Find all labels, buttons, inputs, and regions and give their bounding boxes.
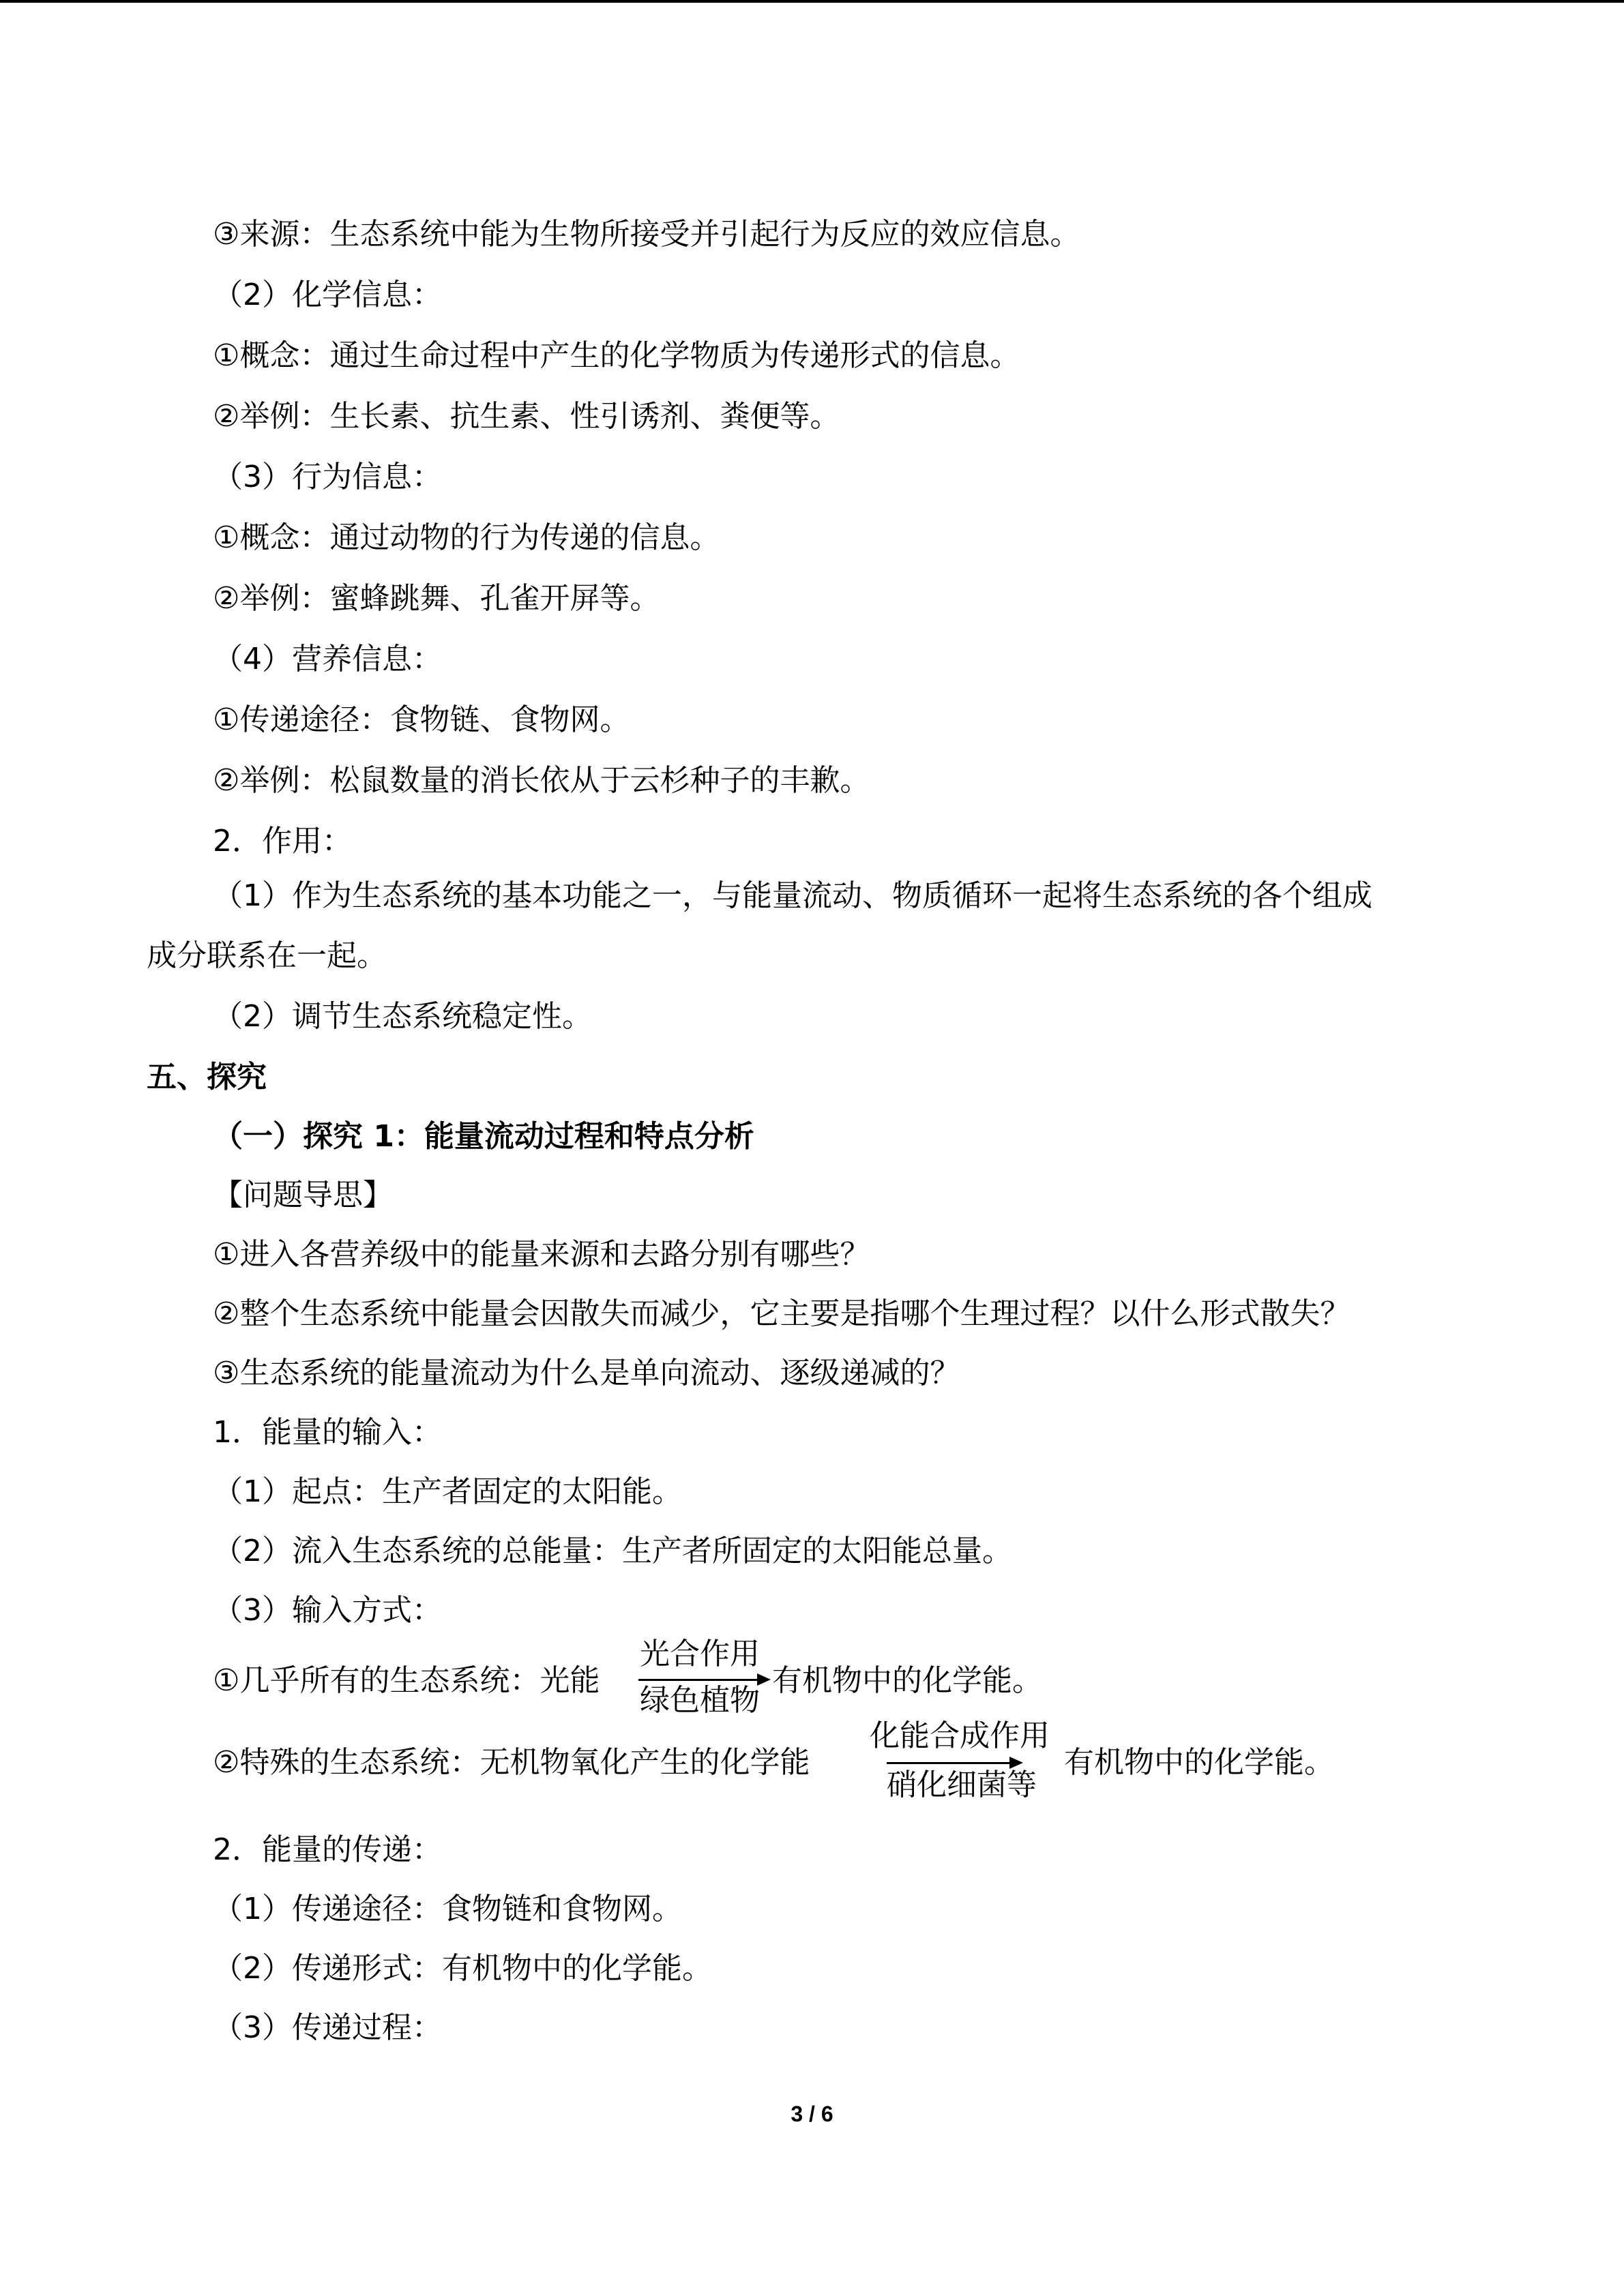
text-line: （1）起点：生产者固定的太阳能。 bbox=[213, 1474, 682, 1509]
text-line: （3）行为信息： bbox=[213, 460, 442, 494]
text-line: ①概念：通过生命过程中产生的化学物质为传递形式的信息。 bbox=[213, 338, 1020, 373]
section-heading-bold: 五、探究 bbox=[147, 1060, 267, 1094]
text-line: ①概念：通过动物的行为传递的信息。 bbox=[213, 520, 720, 555]
arrow-shaft bbox=[638, 1679, 761, 1681]
formula-prefix: ②特殊的生态系统：无机物氧化产生的化学能 bbox=[213, 1745, 810, 1780]
text-line: （2）调节生态系统稳定性。 bbox=[213, 999, 592, 1034]
text-line: （2）化学信息： bbox=[213, 278, 442, 312]
formula-photosynthesis bbox=[0, 1637, 1624, 1725]
arrow-shaft bbox=[887, 1762, 1016, 1764]
text-line: （1）作为生态系统的基本功能之一，与能量流动、物质循环一起将生态系统的各个组成 bbox=[213, 878, 1372, 913]
text-line: （2）传递形式：有机物中的化学能。 bbox=[213, 1951, 712, 1986]
text-line: ③来源：生态系统中能为生物所接受并引起行为反应的效应信息。 bbox=[213, 217, 1080, 252]
page-top-border bbox=[0, 0, 1624, 3]
arrow-label-above: 化能合成作用 bbox=[870, 1718, 1050, 1753]
text-line: ②举例：蜜蜂跳舞、孔雀开屏等。 bbox=[213, 581, 660, 616]
arrow-label-below: 硝化细菌等 bbox=[887, 1768, 1037, 1802]
formula-suffix: 有机物中的化学能。 bbox=[1064, 1745, 1334, 1780]
text-line: （3）传递过程： bbox=[213, 2010, 442, 2045]
text-line: ②举例：松鼠数量的消长依从于云杉种子的丰歉。 bbox=[213, 763, 870, 798]
text-line: ③生态系统的能量流动为什么是单向流动、逐级递减的？ bbox=[213, 1356, 960, 1390]
text-line: （1）传递途径：食物链和食物网。 bbox=[213, 1892, 682, 1926]
text-line: 【问题导思】 bbox=[213, 1178, 393, 1212]
text-line: ①进入各营养级中的能量来源和去路分别有哪些？ bbox=[213, 1237, 870, 1272]
section-heading: 1．能量的输入： bbox=[213, 1415, 442, 1450]
text-line: ②整个生态系统中能量会因散失而减少，它主要是指哪个生理过程？以什么形式散失？ bbox=[213, 1296, 1350, 1331]
formula-prefix: ①几乎所有的生态系统：光能 bbox=[213, 1663, 600, 1698]
page-number: 3 / 6 bbox=[791, 2102, 833, 2126]
section-heading: 2．作用： bbox=[213, 824, 352, 859]
arrow-label-below: 绿色植物 bbox=[640, 1683, 760, 1718]
text-line: （4）营养信息： bbox=[213, 642, 442, 676]
text-line: （3）输入方式： bbox=[213, 1593, 442, 1628]
text-line: ①传递途径：食物链、食物网。 bbox=[213, 702, 630, 737]
text-line: （2）流入生态系统的总能量：生产者所固定的太阳能总量。 bbox=[213, 1534, 1012, 1568]
text-line: 成分联系在一起。 bbox=[147, 938, 387, 973]
formula-suffix: 有机物中的化学能。 bbox=[772, 1663, 1042, 1698]
subsection-heading-bold: （一）探究 1：能量流动过程和特点分析 bbox=[213, 1119, 754, 1154]
section-heading: 2．能量的传递： bbox=[213, 1832, 442, 1867]
arrow-label-above: 光合作用 bbox=[640, 1637, 760, 1671]
text-line: ②举例：生长素、抗生素、性引诱剂、粪便等。 bbox=[213, 399, 840, 434]
formula-chemosynthesis bbox=[0, 1718, 1624, 1814]
